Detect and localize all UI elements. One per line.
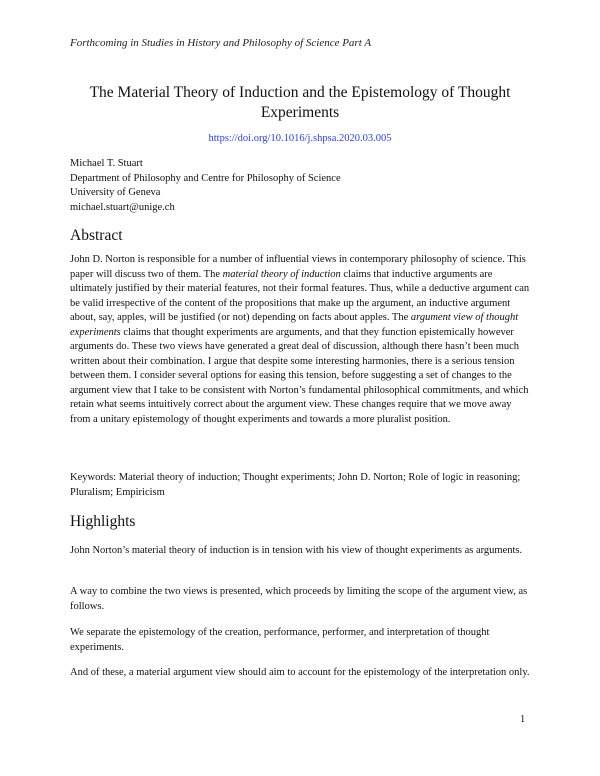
abstract-text-2: claims that inductive arguments are ultimately justified by their material features, not their formal features. Thus, while a deductive argument can be valid irrespective of the content of the propositions that make up the argument, an inductive argument about, say, apples, will be justified (or not) depending on facts about apples. The xyxy=(70,268,530,323)
page-number: 1 xyxy=(520,714,526,725)
highlight-item: John Norton’s material theory of induction is in tension with his view of thought experiments as arguments. xyxy=(70,545,523,556)
author-name: Michael T. Stuart xyxy=(70,158,143,169)
abstract-paragraph xyxy=(70,253,532,427)
abstract-heading: Abstract xyxy=(70,227,123,244)
running-head: Forthcoming in Studies in History and Philosophy of Science Part A xyxy=(70,37,372,49)
doi-link[interactable]: https://doi.org/10.1016/j.shpsa.2020.03.005 xyxy=(208,133,392,144)
author-email[interactable]: michael.stuart@unige.ch xyxy=(70,201,175,213)
author-block xyxy=(70,157,341,215)
abstract-text-1: John D. Norton is responsible for a number of influential views in contemporary philosophy of science. This paper will discuss two of them. The xyxy=(70,254,526,280)
abstract-emphasis-1: material theory of induction xyxy=(222,268,341,280)
paper-title xyxy=(70,83,530,123)
abstract-text-3: claims that thought experiments are arguments, and that they function epistemically however arguments do. These two views have generated a great deal of discussion, although there hasn’t been much written about their combination. I argue that despite some interesting harmonies, there is a serious tension between them. I consider several options for easing this tension, before suggesting a set of changes to the argument view that I take to be consistent with Norton’s fundamental philosophical commitments, and which retain what seems intuitively correct about the argument view. These changes require that we move away from a unitary epistemology of thought experiments and towards a more pluralist position. xyxy=(70,326,529,425)
title-line-2: Experiments xyxy=(260,104,340,121)
author-department: Department of Philosophy and Centre for Philosophy of Science xyxy=(70,172,341,184)
title-line-1: The Material Theory of Induction and the Epistemology of Thought xyxy=(89,84,511,101)
highlight-item: A way to combine the two views is presented, which proceeds by limiting the scope of the argument view, as follows. xyxy=(70,586,528,612)
highlight-item: We separate the epistemology of the creation, performance, performer, and interpretation of thought experiments. xyxy=(70,627,490,653)
author-university: University of Geneva xyxy=(70,187,161,198)
keywords-paragraph: Keywords: Material theory of induction; Thought experiments; John D. Norton; Role of logic in reasoning; Pluralism; Empiricism xyxy=(70,472,521,498)
highlights-heading: Highlights xyxy=(70,513,136,530)
abstract-emphasis-2: argument view of thought experiments xyxy=(70,312,519,338)
highlight-item: And of these, a material argument view should aim to account for the epistemology of the interpretation only. xyxy=(70,667,530,678)
